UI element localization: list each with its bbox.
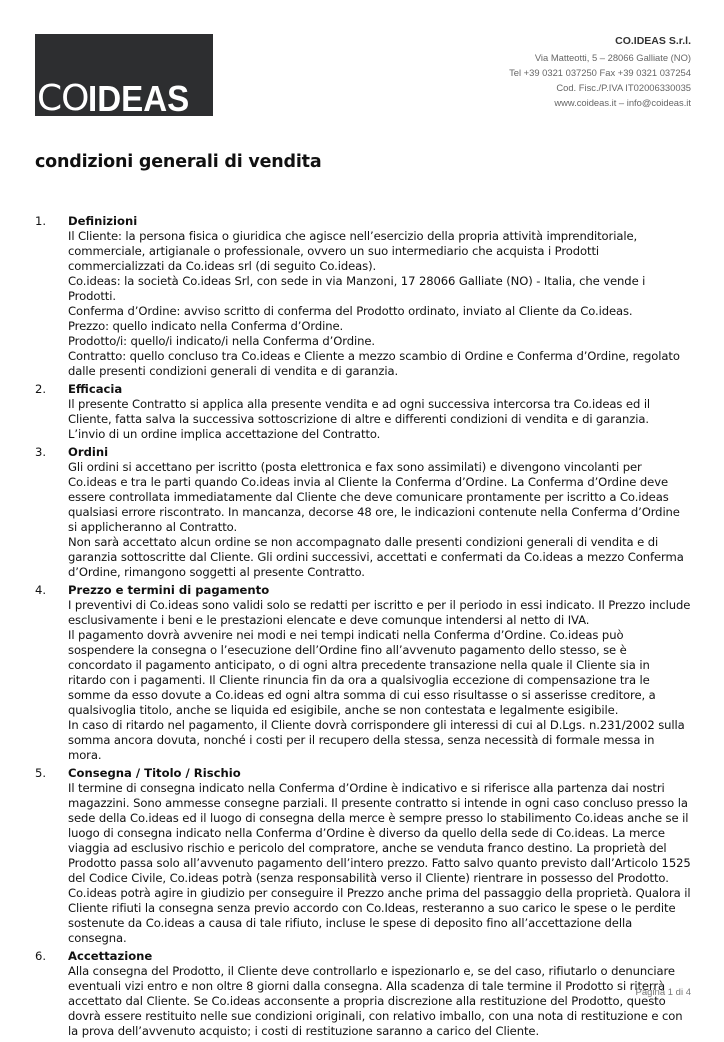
- section-paragraph: L’invio di un ordine implica accettazione del Contratto.: [68, 427, 381, 441]
- section-paragraph: Prezzo: quello indicato nella Conferma d’Ordine.: [68, 319, 344, 333]
- company-info: [509, 34, 691, 110]
- section-number: 4.: [35, 583, 47, 597]
- section-number: 5.: [35, 766, 47, 780]
- section-2: [35, 382, 691, 442]
- logo-wordmark: [35, 78, 213, 116]
- section-title: Ordini: [68, 445, 109, 459]
- company-name: CO.IDEAS S.r.l.: [615, 35, 691, 47]
- page-number: Pagina 1 di 4: [635, 987, 691, 998]
- section-number: 1.: [35, 214, 47, 228]
- section-paragraph: Alla consegna del Prodotto, il Cliente deve controllarlo e ispezionarlo e, se del caso, rifiutarlo o denunciare eventuali vizi entro e non oltre 8 giorni dalla consegna. Alla scadenza di tale termine il Prodotto si riterrà accettato dal Cliente. Se Co.ideas acconsente a propria discrezione alla restituzione del Prodotto, questo dovrà essere restituito nelle sue condizioni originali, con relativo imballo, con una nota di restituzione e con la prova dell’avvenuto acquisto; i costi di restituzione saranno a carico del Cliente.: [68, 964, 683, 1038]
- section-paragraph: Il Cliente: la persona fisica o giuridica che agisce nell’esercizio della propria attività imprenditoriale, commerciale, artigianale o professionale, ovvero un suo intermediario che acquista i Prodotti commercializzati da Co.ideas srl (di seguito Co.ideas).: [68, 229, 638, 273]
- section-title: Efficacia: [68, 382, 123, 396]
- section-5: [35, 766, 691, 946]
- company-tax-code: Cod. Fisc./P.IVA IT02006330035: [556, 82, 691, 93]
- section-title: Accettazione: [68, 949, 153, 963]
- section-paragraph: Co.ideas: la società Co.ideas Srl, con sede in via Manzoni, 17 28066 Galliate (NO) - Italia, che vende i Prodotti.: [68, 274, 646, 303]
- company-address: Via Matteotti, 5 – 28066 Galliate (NO): [534, 52, 691, 63]
- section-title: Prezzo e termini di pagamento: [68, 583, 270, 597]
- section-paragraph: Contratto: quello concluso tra Co.ideas e Cliente a mezzo scambio di Ordine e Conferma d’Ordine, regolato dalle presenti condizioni generali di vendita e di garanzia.: [68, 349, 680, 378]
- sections-list: [35, 214, 691, 1042]
- section-6: [35, 949, 691, 1039]
- company-phone: Tel +39 0321 037250 Fax +39 0321 037254: [509, 67, 691, 78]
- section-paragraph: Non sarà accettato alcun ordine se non accompagnato dalle presenti condizioni generali di vendita e di garanzia sottoscritte dal Cliente. Gli ordini successivi, accettati e confermati da Co.ideas a mezzo Conferma d’Ordine, rimangono soggetti al presente Contratto.: [68, 535, 684, 579]
- section-paragraph: Gli ordini si accettano per iscritto (posta elettronica e fax sono assimilati) e divengono vincolanti per Co.ideas e tra le parti quando Co.ideas invia al Cliente la Conferma d’Ordine. La Conferma d’Ordine deve essere controllata immediatamente dal Cliente che deve comunicare prontamente per iscritto a Co.ideas qualsiasi errore riscontrato. In mancanza, decorse 48 ore, le indicazioni contenute nella Conferma d’Ordine si applicheranno al Contratto.: [68, 460, 680, 534]
- section-title: Consegna / Titolo / Rischio: [68, 766, 241, 780]
- section-4: [35, 583, 691, 763]
- section-number: 6.: [35, 949, 47, 963]
- section-number: 2.: [35, 382, 47, 396]
- section-paragraph: Il pagamento dovrà avvenire nei modi e nei tempi indicati nella Conferma d’Ordine. Co.ideas può sospendere la consegna o l’esecuzione dell’Ordine fino all’avvenuto pagamento dello stesso, se è concordato il pagamento anticipato, o di ogni altra precedente transazione nella quale il Cliente sia in ritardo con i pagamenti. Il Cliente rinuncia fin da ora a qualsivoglia eccezione di compensazione tra le somme da esso dovute a Co.ideas ed ogni altra somma di cui esso risultasse o si asserisse creditore, a qualsivoglia titolo, anche se liquida ed esigibile, anche se non contestata e legalmente esigibile.: [68, 628, 656, 717]
- section-title: Definizioni: [68, 214, 138, 228]
- section-paragraph: Prodotto/i: quello/i indicato/i nella Conferma d’Ordine.: [68, 334, 376, 348]
- logo-ideas-text: IDEAS: [88, 78, 190, 116]
- section-paragraph: In caso di ritardo nel pagamento, il Cliente dovrà corrispondere gli interessi di cui al D.Lgs. n.231/2002 sulla somma ancora dovuta, nonché i costi per il recupero della stessa, senza necessità di formale messa in mora.: [68, 718, 685, 762]
- section-paragraph: Conferma d’Ordine: avviso scritto di conferma del Prodotto ordinato, inviato al Cliente da Co.ideas.: [68, 304, 633, 318]
- company-logo: [35, 34, 213, 116]
- section-paragraph: Il presente Contratto si applica alla presente vendita e ad ogni successiva intercorsa tra Co.ideas ed il Cliente, fatta salva la successiva sottoscrizione di altre e differenti condizioni di vendita e di garanzia.: [68, 397, 651, 426]
- page-title: condizioni generali di vendita: [35, 152, 322, 172]
- section-1: [35, 214, 691, 379]
- logo-co-text: CO: [37, 78, 89, 116]
- section-number: 3.: [35, 445, 47, 459]
- section-paragraph: I preventivi di Co.ideas sono validi solo se redatti per iscritto e per il periodo in essi indicato. Il Prezzo include esclusivamente i beni e le prestazioni elencate e deve comunque intendersi al netto di IVA.: [68, 598, 691, 627]
- company-web: www.coideas.it – info@coideas.it: [554, 97, 691, 108]
- section-3: [35, 445, 691, 580]
- section-paragraph: Il termine di consegna indicato nella Conferma d’Ordine è indicativo e si riferisce alla partenza dai nostri magazzini. Sono ammesse consegne parziali. Il presente contratto si intende in ogni caso concluso presso la sede della Co.ideas ed il luogo di consegna della merce è sempre presso lo stabilimento Co.ideas anche se il luogo di consegna indicato nella Conferma d’Ordine è diverso da quello della sede di Co.ideas. La merce viaggia ad esclusivo rischio e pericolo del compratore, anche se venduta franco destino. La proprietà del Prodotto passa solo all’avvenuto pagamento dell’intero prezzo. Fatto salvo quanto previsto dall’Articolo 1525 del Codice Civile, Co.ideas potrà (senza responsabilità verso il Cliente) rientrare in possesso del Prodotto. Co.ideas potrà agire in giudizio per conseguire il Prezzo anche prima del passaggio della proprietà. Qualora il Cliente rifiuti la consegna senza previo accordo con Co.Ideas, resteranno a suo carico le spese o le perdite sostenute da Co.ideas a causa di tale rifiuto, incluse le spese di deposito fino all’accettazione della consegna.: [68, 781, 691, 945]
